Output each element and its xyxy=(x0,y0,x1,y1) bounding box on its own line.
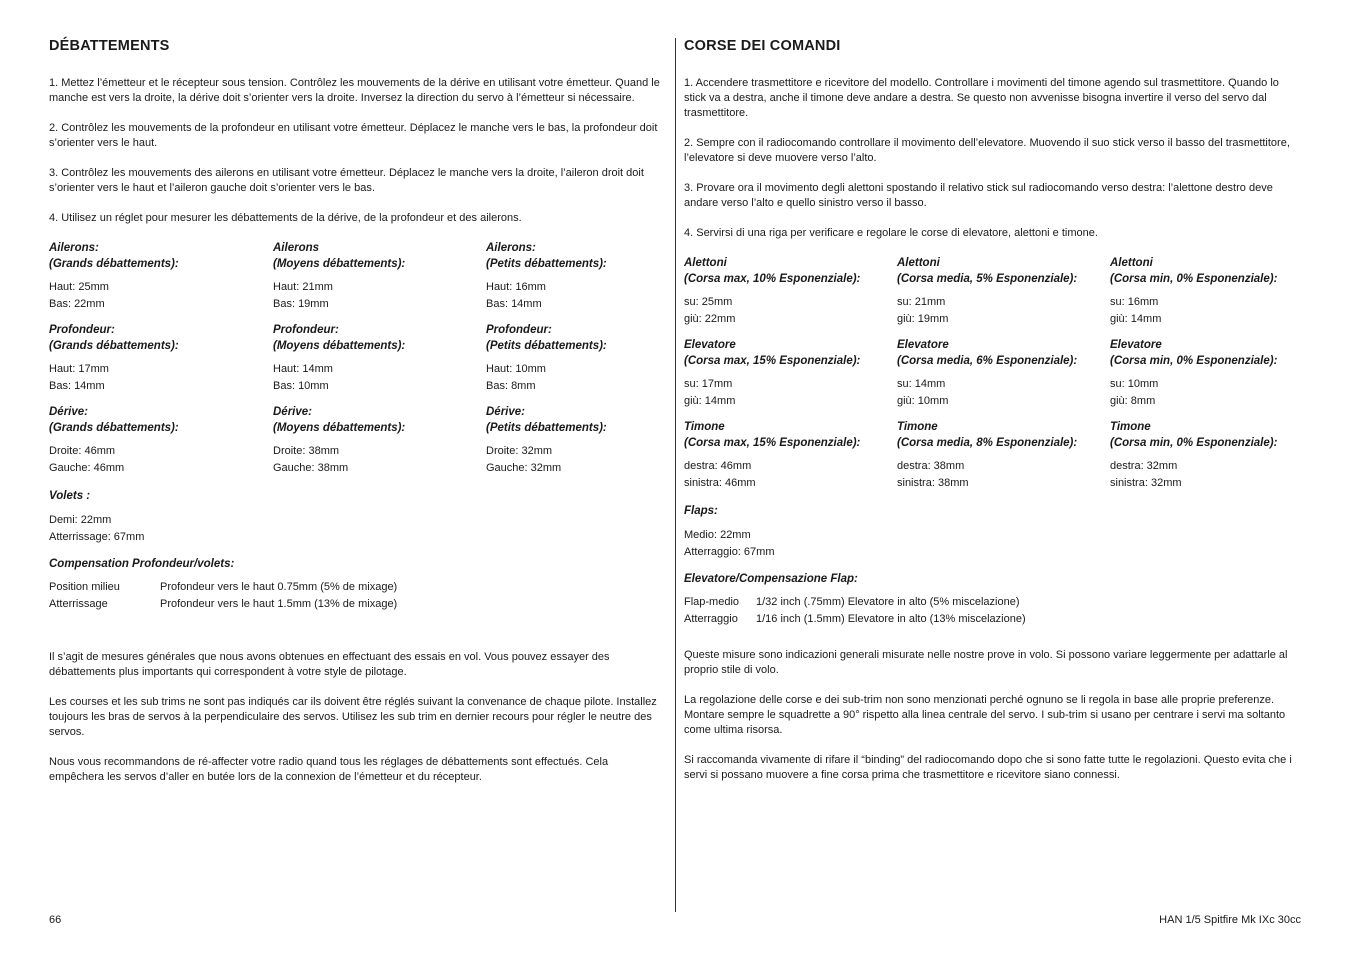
rate-heading: Elevatore xyxy=(1110,339,1162,351)
rate-value: Gauche: 32mm xyxy=(486,462,562,474)
rates-grid xyxy=(684,256,1302,502)
compensation-heading: Compensation Profondeur/volets: xyxy=(49,557,235,570)
instruction-paragraph: 1. Mettez l’émetteur et le récepteur sous tension. Contrôlez les mouvements de la dérive en utilisant votre émetteur. Quand le manche est vers la droite, la dérive doit s’orienter vers la droite. Inversez la direction du servo à l’émetteur si nécessaire. xyxy=(49,77,660,104)
rate-subheading: (Corsa min, 0% Esponenziale): xyxy=(1110,354,1278,367)
french-column xyxy=(49,38,665,800)
rate-cell xyxy=(1110,338,1302,410)
rate-value: Haut: 21mm xyxy=(273,281,333,293)
rate-subheading: (Corsa min, 0% Esponenziale): xyxy=(1110,436,1278,449)
rate-subheading: (Moyens débattements): xyxy=(273,421,406,434)
compensation-value: Profondeur vers le haut 0.75mm (5% de mixage) xyxy=(160,581,398,593)
flaps-heading: Flaps: xyxy=(684,505,718,517)
instruction-paragraph: 3. Contrôlez les mouvements des ailerons en utilisant votre émetteur. Déplacez le manche vers la droite, l’aileron droit doit s’orienter vers le haut et l’aileron gauche doit s’orienter vers le bas. xyxy=(49,167,644,194)
rate-subheading: (Corsa media, 6% Esponenziale): xyxy=(897,354,1078,367)
rate-subheading: (Petits débattements): xyxy=(486,339,607,352)
rate-cell xyxy=(684,338,897,410)
rate-heading: Alettoni xyxy=(684,257,727,269)
flaps-value: Medio: 22mm xyxy=(684,528,751,541)
rate-value: Bas: 22mm xyxy=(49,298,105,310)
rate-heading: Elevatore xyxy=(897,339,949,351)
rate-subheading: (Petits débattements): xyxy=(486,421,607,434)
rate-value: Haut: 17mm xyxy=(49,363,109,375)
instruction-paragraph: 4. Servirsi di una riga per verificare e regolare le corse di elevatore, alettoni e timone. xyxy=(684,227,1098,239)
compensation-row xyxy=(49,579,665,596)
note-paragraph: Si raccomanda vivamente di rifare il “binding” del radiocomando dopo che si sono fatte tutte le regolazioni. Questo evita che i servi si possano muovere a fine corsa prima che trasmettitore e ricevitore siano connessi. xyxy=(684,754,1292,781)
rate-value: su: 25mm xyxy=(684,296,733,308)
rate-cell xyxy=(486,323,665,395)
rate-cell xyxy=(897,420,1110,492)
rate-value: Bas: 8mm xyxy=(486,380,536,392)
rate-subheading: (Corsa media, 8% Esponenziale): xyxy=(897,436,1078,449)
flaps-value: Atterrissage: 67mm xyxy=(49,530,145,543)
rate-value: destra: 32mm xyxy=(1110,460,1178,472)
note-paragraph: Il s’agit de mesures générales que nous avons obtenues en effectuant des essais en vol. Vous pouvez essayer des débattements plus importants qui correspondent à votre style de pilotage. xyxy=(49,651,610,678)
rate-value: giù: 10mm xyxy=(897,395,949,407)
rate-heading: Dérive: xyxy=(49,406,88,418)
compensation-label: Position milieu xyxy=(49,581,120,593)
rate-value: sinistra: 46mm xyxy=(684,477,756,489)
rate-value: giù: 14mm xyxy=(684,395,736,407)
rate-value: giù: 19mm xyxy=(897,313,949,325)
rate-heading: Dérive: xyxy=(273,406,312,418)
page-number: 66 xyxy=(49,914,62,926)
rate-value: Haut: 25mm xyxy=(49,281,109,293)
rate-value: Bas: 19mm xyxy=(273,298,329,310)
rate-cell xyxy=(684,420,897,492)
rate-subheading: (Grands débattements): xyxy=(49,421,179,434)
rate-cell xyxy=(1110,256,1302,328)
instruction-paragraph: 1. Accendere trasmettitore e ricevitore del modello. Controllare i movimenti del timone agendo sul trasmettitore. Quando lo stick va a destra, anche il timone deve andare a destra. Se questo non avvenisse bisogna invertire il verso del servo dal trasmettitore. xyxy=(684,77,1279,119)
rate-heading: Ailerons xyxy=(273,242,320,254)
rate-cell xyxy=(897,338,1110,410)
rate-heading: Ailerons: xyxy=(49,242,99,254)
instruction-paragraph: 2. Sempre con il radiocomando controllare il movimento dell’elevatore. Muovendo il suo stick verso il basso del trasmettitore, l’elevatore si deve muovere verso l’alto. xyxy=(684,137,1290,164)
rate-subheading: (Corsa max, 15% Esponenziale): xyxy=(684,436,861,449)
rate-value: Haut: 14mm xyxy=(273,363,333,375)
rate-value: Bas: 14mm xyxy=(49,380,105,392)
flaps-value: Demi: 22mm xyxy=(49,513,112,526)
italian-column xyxy=(684,38,1302,798)
section-title: DÉBATTEMENTS xyxy=(49,38,170,54)
rate-heading: Profondeur: xyxy=(273,324,339,336)
rate-heading: Alettoni xyxy=(897,257,940,269)
rate-cell xyxy=(273,323,486,395)
rate-value: giù: 14mm xyxy=(1110,313,1162,325)
rate-value: giù: 8mm xyxy=(1110,395,1156,407)
flaps-heading: Volets : xyxy=(49,490,91,502)
rate-value: sinistra: 32mm xyxy=(1110,477,1182,489)
rate-cell xyxy=(49,323,273,395)
rate-cell xyxy=(49,241,273,313)
compensation-row xyxy=(684,611,1302,628)
rate-value: Bas: 14mm xyxy=(486,298,542,310)
rate-subheading: (Moyens débattements): xyxy=(273,339,406,352)
rate-value: sinistra: 38mm xyxy=(897,477,969,489)
rate-value: Droite: 46mm xyxy=(49,445,116,457)
compensation-table xyxy=(49,579,665,613)
compensation-value: Profondeur vers le haut 1.5mm (13% de mixage) xyxy=(160,598,398,610)
rate-heading: Profondeur: xyxy=(486,324,552,336)
rate-value: destra: 46mm xyxy=(684,460,752,472)
rate-value: destra: 38mm xyxy=(897,460,965,472)
rate-cell xyxy=(486,241,665,313)
product-name: HAN 1/5 Spitfire Mk IXc 30cc xyxy=(1159,914,1301,926)
compensation-label: Atterraggio xyxy=(684,613,738,625)
rate-heading: Dérive: xyxy=(486,406,525,418)
rate-value: Gauche: 38mm xyxy=(273,462,349,474)
rate-cell xyxy=(684,256,897,328)
rate-heading: Timone xyxy=(684,421,725,433)
rate-cell xyxy=(273,405,486,477)
rate-subheading: (Moyens débattements): xyxy=(273,257,406,270)
compensation-label: Flap-medio xyxy=(684,596,740,608)
rate-heading: Elevatore xyxy=(684,339,736,351)
compensation-value: 1/32 inch (.75mm) Elevatore in alto (5% miscelazione) xyxy=(756,596,1020,608)
rate-cell xyxy=(486,405,665,477)
rate-heading: Ailerons: xyxy=(486,242,536,254)
rate-subheading: (Corsa media, 5% Esponenziale): xyxy=(897,272,1078,285)
rate-subheading: (Grands débattements): xyxy=(49,257,179,270)
rate-value: su: 16mm xyxy=(1110,296,1159,308)
rate-heading: Timone xyxy=(1110,421,1151,433)
rate-subheading: (Petits débattements): xyxy=(486,257,607,270)
rates-grid xyxy=(49,241,665,487)
rate-cell xyxy=(897,256,1110,328)
rate-heading: Alettoni xyxy=(1110,257,1153,269)
note-paragraph: Queste misure sono indicazioni generali misurate nelle nostre prove in volo. Si possono variare leggermente per adattarle al proprio stile di volo. xyxy=(684,649,1288,676)
rate-value: Haut: 16mm xyxy=(486,281,546,293)
flaps-value: Atterraggio: 67mm xyxy=(684,545,775,558)
compensation-label: Atterrissage xyxy=(49,598,108,610)
column-divider xyxy=(675,38,676,912)
compensation-value: 1/16 inch (1.5mm) Elevatore in alto (13% miscelazione) xyxy=(756,613,1026,625)
note-paragraph: Les courses et les sub trims ne sont pas indiqués car ils doivent être réglés suivant la convenance de chaque pilote. Installez toujours les bras de servos à la perpendiculaire des servos. Utilisez les sub trim en dernier recours pour régler le neutre des servos. xyxy=(49,696,657,738)
rate-subheading: (Corsa max, 15% Esponenziale): xyxy=(684,354,861,367)
compensation-row xyxy=(49,596,665,613)
rate-value: Gauche: 46mm xyxy=(49,462,125,474)
note-paragraph: La regolazione delle corse e dei sub-trim non sono menzionati perché ognuno se li regola in base alle proprie preferenze. Montare sempre le squadrette a 90° rispetto alla linea centrale del servo. I sub-trim si usano per centrare i servi ma soltanto come ultima risorsa. xyxy=(684,694,1286,736)
rate-cell xyxy=(273,241,486,313)
instruction-paragraph: 3. Provare ora il movimento degli alettoni spostando il relativo stick sul radiocomando verso destra: l’alettone destro deve andare verso l’alto e quello sinistro verso il basso. xyxy=(684,182,1273,209)
rate-value: su: 17mm xyxy=(684,378,733,390)
rate-subheading: (Grands débattements): xyxy=(49,339,179,352)
rate-cell xyxy=(1110,420,1302,492)
rate-value: Droite: 38mm xyxy=(273,445,340,457)
compensation-row xyxy=(684,594,1302,611)
rate-subheading: (Corsa min, 0% Esponenziale): xyxy=(1110,272,1278,285)
compensation-table xyxy=(684,594,1302,628)
rate-heading: Profondeur: xyxy=(49,324,115,336)
rate-value: giù: 22mm xyxy=(684,313,736,325)
rate-cell xyxy=(49,405,273,477)
rate-subheading: (Corsa max, 10% Esponenziale): xyxy=(684,272,861,285)
rate-value: Haut: 10mm xyxy=(486,363,546,375)
rate-value: su: 21mm xyxy=(897,296,946,308)
compensation-heading: Elevatore/Compensazione Flap: xyxy=(684,572,858,585)
rate-value: su: 10mm xyxy=(1110,378,1159,390)
section-title: CORSE DEI COMANDI xyxy=(684,38,841,54)
rate-value: su: 14mm xyxy=(897,378,946,390)
note-paragraph: Nous vous recommandons de ré-affecter votre radio quand tous les réglages de débattements sont effectués. Cela empêchera les servos d’aller en butée lors de la connexion de l’émetteur et du récepteur. xyxy=(49,756,609,783)
instruction-paragraph: 4. Utilisez un réglet pour mesurer les débattements de la dérive, de la profondeur et des ailerons. xyxy=(49,212,522,224)
rate-value: Bas: 10mm xyxy=(273,380,329,392)
instruction-paragraph: 2. Contrôlez les mouvements de la profondeur en utilisant votre émetteur. Déplacez le manche vers le bas, la profondeur doit s’orienter vers le haut. xyxy=(49,122,658,149)
rate-value: Droite: 32mm xyxy=(486,445,553,457)
rate-heading: Timone xyxy=(897,421,938,433)
